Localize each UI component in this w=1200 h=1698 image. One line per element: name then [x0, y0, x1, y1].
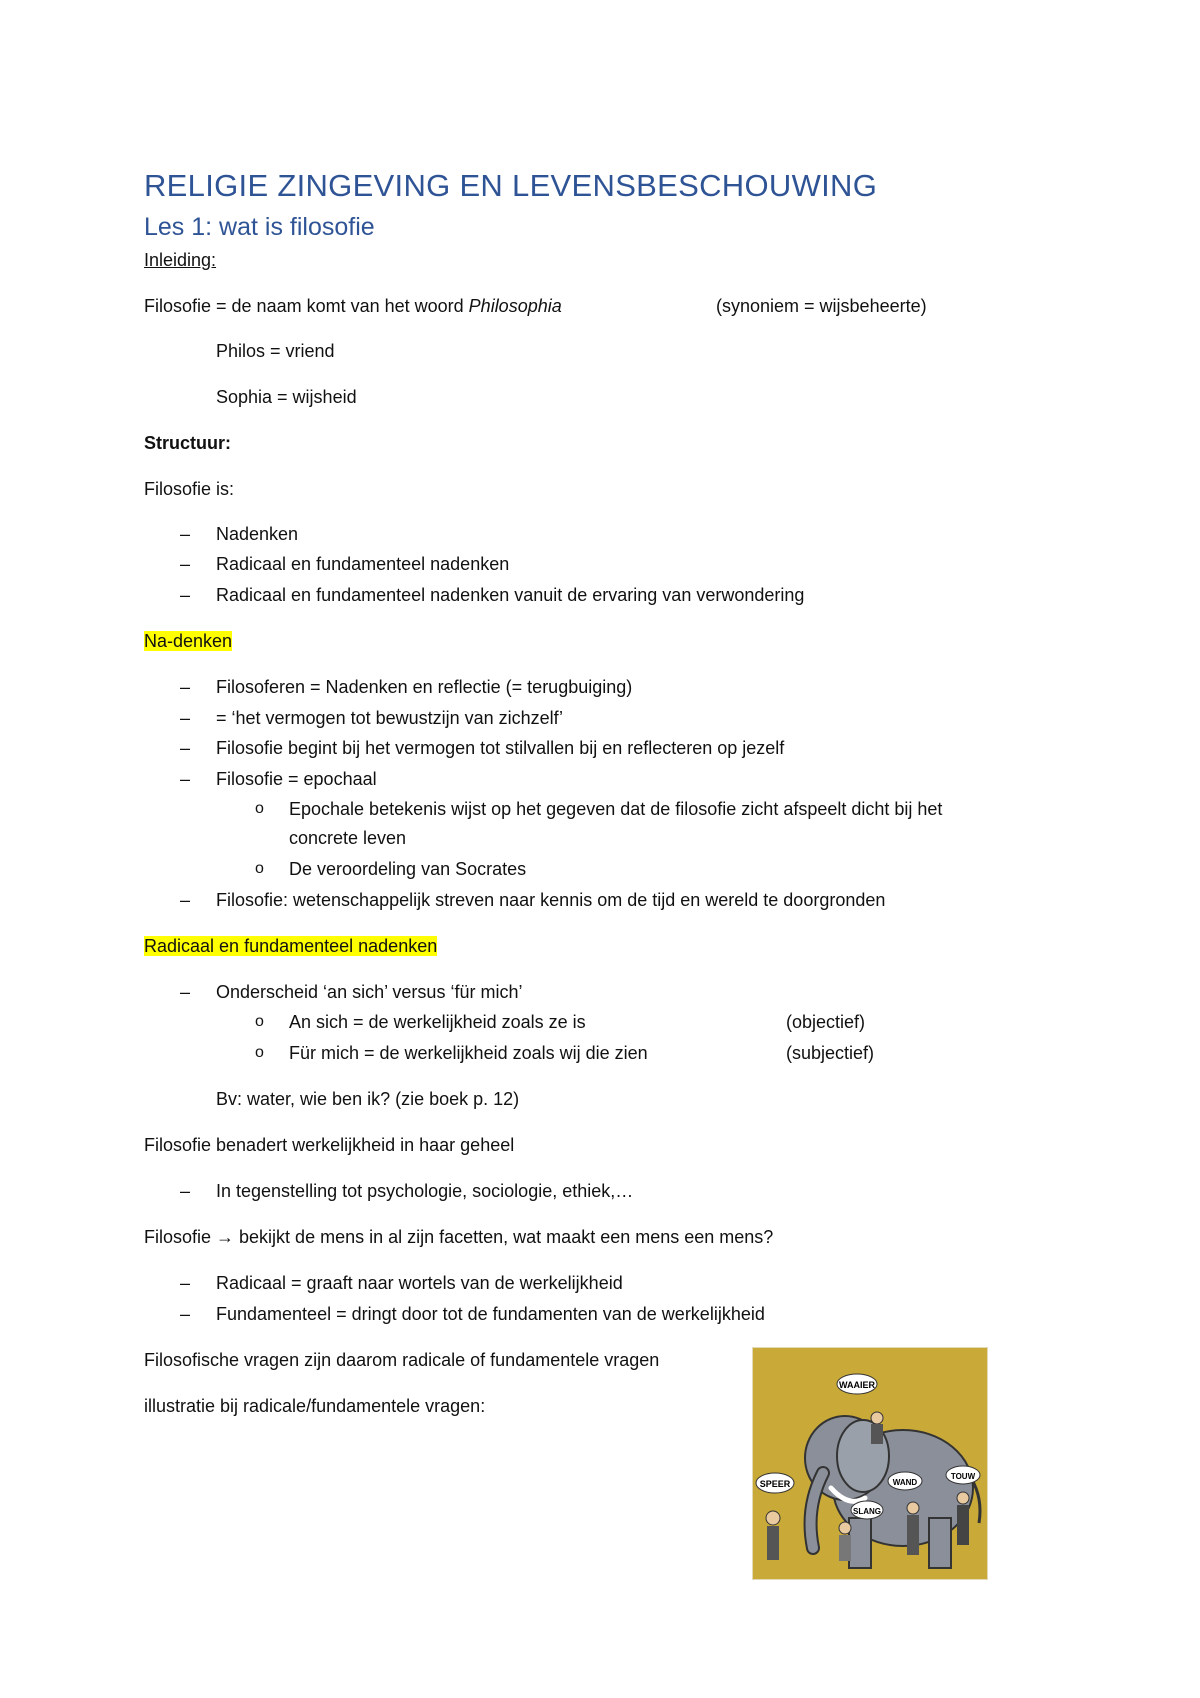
- paragraph: Filosofie benadert werkelijkheid in haar geheel: [144, 1135, 515, 1155]
- list-item: Nadenken: [216, 524, 299, 544]
- sub-list-item: De veroordeling van Socrates: [289, 859, 527, 879]
- dash-icon: –: [180, 1181, 191, 1201]
- section-heading-nadenken: Na-denken: [144, 631, 233, 651]
- section-heading-radicaal: Radicaal en fundamenteel nadenken: [144, 936, 438, 956]
- paragraph: illustratie bij radicale/fundamentele vragen:: [144, 1396, 486, 1416]
- dash-icon: –: [180, 677, 191, 697]
- dash-icon: –: [180, 1273, 191, 1293]
- structure-label: Structuur:: [144, 433, 231, 453]
- dash-icon: –: [180, 1304, 191, 1324]
- philos-line: Philos = vriend: [216, 341, 335, 361]
- list-item: In tegenstelling tot psychologie, sociologie, ethiek,…: [216, 1181, 634, 1201]
- definition-word: Philosophia: [468, 296, 562, 316]
- list-item: Radicaal en fundamenteel nadenken: [216, 554, 510, 574]
- dash-icon: –: [180, 554, 191, 574]
- structure-lead: Filosofie is:: [144, 479, 235, 499]
- bubble-label: TOUW: [950, 1472, 976, 1481]
- bubble-label: WAND: [892, 1478, 918, 1487]
- sub-list-item: Für mich = de werkelijkheid zoals wij die zien: [289, 1043, 648, 1063]
- sub-list-item: An sich = de werkelijkheid zoals ze is: [289, 1012, 586, 1032]
- list-item: Onderscheid ‘an sich’ versus ‘für mich’: [216, 982, 523, 1002]
- circle-bullet-icon: o: [255, 800, 264, 817]
- dash-icon: –: [180, 585, 191, 605]
- circle-bullet-icon: o: [255, 1013, 264, 1030]
- elephant-illustration: [752, 1347, 988, 1580]
- list-item: Fundamenteel = dringt door tot de fundamenten van de werkelijkheid: [216, 1304, 765, 1324]
- sub-list-tag: (objectief): [786, 1012, 866, 1032]
- sophia-line: Sophia = wijsheid: [216, 387, 357, 407]
- dash-icon: –: [180, 738, 191, 758]
- intro-label: Inleiding:: [144, 250, 217, 270]
- bubble-label: WAAIER: [839, 1380, 875, 1390]
- circle-bullet-icon: o: [255, 1044, 264, 1061]
- list-item: = ‘het vermogen tot bewustzijn van zichzelf’: [216, 708, 564, 728]
- circle-bullet-icon: o: [255, 860, 264, 877]
- example-line: Bv: water, wie ben ik? (zie boek p. 12): [216, 1089, 520, 1109]
- list-item: Radicaal = graaft naar wortels van de werkelijkheid: [216, 1273, 623, 1293]
- list-item: Filosofie = epochaal: [216, 769, 377, 789]
- definition-line: [144, 294, 562, 318]
- dash-icon: –: [180, 708, 191, 728]
- elephant-drawing: [753, 1348, 987, 1579]
- list-item: Filosofie: wetenschappelijk streven naar kennis om de tijd en wereld te doorgronden: [216, 890, 886, 910]
- dash-icon: –: [180, 890, 191, 910]
- sub-list-item-continuation: concrete leven: [289, 828, 407, 848]
- paragraph: Filosofie → bekijkt de mens in al zijn facetten, wat maakt een mens een mens?: [144, 1227, 774, 1247]
- bubble-label: SPEER: [759, 1479, 791, 1489]
- synonym-note: (synoniem = wijsbeheerte): [716, 296, 927, 316]
- dash-icon: –: [180, 982, 191, 1002]
- dash-icon: –: [180, 769, 191, 789]
- dash-icon: –: [180, 524, 191, 544]
- sub-list-item: Epochale betekenis wijst op het gegeven dat de filosofie zicht afspeelt dicht bij het: [289, 799, 943, 819]
- page-title: RELIGIE ZINGEVING EN LEVENSBESCHOUWING: [144, 168, 878, 203]
- bubble-label: SLANG: [853, 1507, 881, 1516]
- lesson-subtitle: Les 1: wat is filosofie: [144, 213, 375, 241]
- list-item: Filosofie begint bij het vermogen tot stilvallen bij en reflecteren op jezelf: [216, 738, 785, 758]
- sub-list-tag: (subjectief): [786, 1043, 875, 1063]
- list-item: Radicaal en fundamenteel nadenken vanuit de ervaring van verwondering: [216, 585, 805, 605]
- paragraph: Filosofische vragen zijn daarom radicale of fundamentele vragen: [144, 1350, 660, 1370]
- definition-prefix: Filosofie = de naam komt van het woord: [144, 296, 469, 316]
- list-item: Filosoferen = Nadenken en reflectie (= terugbuiging): [216, 677, 633, 697]
- arrow-right-icon: →: [216, 1227, 235, 1247]
